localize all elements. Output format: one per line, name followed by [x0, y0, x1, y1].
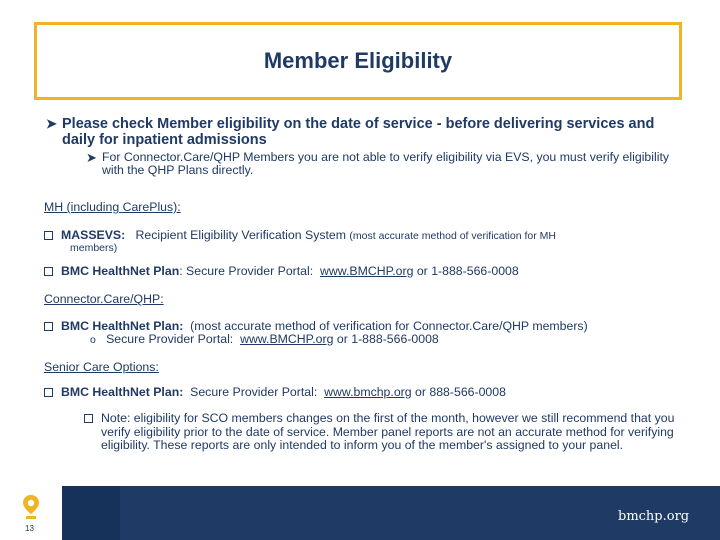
checkbox-bullet-icon	[44, 267, 53, 276]
title-box	[34, 22, 682, 100]
bmc-phone: or 1-888-566-0008	[416, 264, 519, 278]
senior-bmc-text: Secure Provider Portal:	[190, 385, 318, 399]
page-title: Member Eligibility	[263, 48, 453, 73]
connector-bmc-label: BMC HealthNet Plan:	[61, 319, 184, 333]
location-pin-icon	[22, 494, 40, 520]
connector-item-bmc	[44, 320, 694, 332]
bmchp-link[interactable]: www.BMCHP.org	[320, 264, 414, 278]
footer-separator	[62, 486, 120, 540]
senior-bmc-label: BMC HealthNet Plan:	[61, 385, 184, 399]
checkbox-bullet-icon	[44, 322, 53, 331]
connector-heading: Connector.Care/QHP:	[44, 292, 164, 306]
mh-heading: MH (including CarePlus):	[44, 200, 181, 214]
sco-note-text: Note: eligibility for SCO members changes on the first of the month, however we still recommend that you verify eligibility prior to the date of service. Member panel reports are not an accurate method for verifying eligibility. These reports are only intended to inform you of the member's assigned to your panel.	[101, 411, 675, 452]
connector-bmc-text: (most accurate method of verification for Connector.Care/QHP members)	[190, 319, 588, 333]
senior-phone: or 888-566-0008	[415, 385, 506, 399]
brand-wordmark: bmchp.org	[618, 509, 690, 524]
senior-item-bmc	[44, 386, 694, 398]
checkbox-bullet-icon	[44, 231, 53, 240]
bmc-label: BMC HealthNet Plan	[61, 264, 180, 278]
massevs-label: MASSEVS:	[61, 228, 126, 242]
connector-sub-item	[90, 332, 439, 346]
sub-bullet	[86, 151, 696, 177]
senior-bmchp-link[interactable]: www.bmchp.org	[324, 385, 412, 399]
massevs-note-cont: members)	[70, 242, 118, 254]
connector-phone: or 1-888-566-0008	[336, 332, 439, 346]
checkbox-bullet-icon	[84, 414, 93, 423]
mh-item-massevs	[44, 229, 694, 242]
massevs-note: (most accurate method of verification for MH	[349, 230, 556, 242]
connector-bmchp-link[interactable]: www.BMCHP.org	[240, 332, 334, 346]
page-number: 13	[25, 524, 34, 533]
connector-sub-text: Secure Provider Portal:	[106, 332, 234, 346]
main-bullet	[46, 116, 696, 148]
main-bullet-text: Please check Member eligibility on the date of service - before delivering services and daily for inpatient admissions	[62, 116, 655, 148]
sub-bullet-text: For Connector.Care/QHP Members you are not able to verify eligibility via EVS, you must verify eligibility with the QHP Plans directly.	[102, 150, 670, 177]
massevs-text: Recipient Eligibility Verification System	[135, 228, 346, 242]
bmc-text: : Secure Provider Portal:	[179, 264, 314, 278]
arrow-icon: ➤	[86, 150, 97, 165]
mh-item-bmc	[44, 265, 694, 277]
arrow-icon: ➤	[46, 116, 57, 131]
checkbox-bullet-icon	[44, 388, 53, 397]
sco-note	[84, 412, 696, 453]
senior-heading: Senior Care Options:	[44, 360, 159, 374]
circle-bullet: o	[90, 334, 96, 346]
